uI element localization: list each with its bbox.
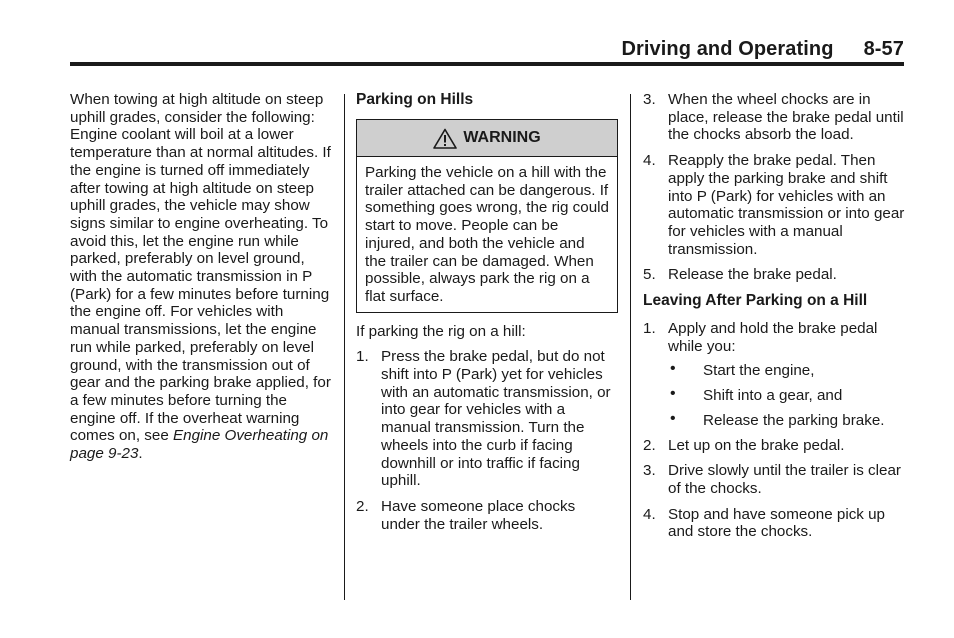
list-item bbox=[643, 462, 905, 497]
section-heading-parking-on-hills: Parking on Hills bbox=[356, 91, 474, 108]
bullet-text: Start the engine, bbox=[703, 362, 815, 380]
column-divider-2 bbox=[630, 94, 631, 600]
cross-reference-link[interactable]: Engine Overheating on page 9-23 bbox=[70, 427, 329, 463]
step-number: 5. bbox=[643, 266, 656, 284]
leaving-bullets-list bbox=[643, 362, 905, 429]
column-3 bbox=[643, 91, 905, 549]
leaving-steps-list bbox=[643, 320, 905, 355]
step-number: 1. bbox=[356, 348, 369, 366]
column-2 bbox=[356, 91, 618, 541]
step-text: Stop and have someone pick up and store the chocks. bbox=[668, 505, 885, 541]
intro-text: If parking the rig on a hill: bbox=[356, 322, 526, 340]
paragraph-text: When towing at high altitude on steep uphill grades, consider the following: Engine coolant will boil at a lower temperature than at normal altitudes. If the engine is turned off immediately after towing at high altitude on steep uphill grades, the vehicle may show signs similar to engine overheating. To avoid this, let the engine run while parked, preferably on level ground, with the automatic transmission in P (Park) for a few minutes before turning the engine off. For vehicles with manual transmissions, let the engine run while parked, preferably on level ground, with the transmission out of gear and the parking brake applied, for a few minutes before turning the engine off. If the overheat warning comes on, see bbox=[70, 91, 331, 445]
step-text: Apply and hold the brake pedal while you: bbox=[668, 320, 878, 355]
step-text: Release the brake pedal. bbox=[668, 266, 837, 284]
paragraph-end: . bbox=[138, 445, 143, 463]
parking-steps-continued bbox=[643, 91, 905, 284]
list-item bbox=[643, 409, 905, 430]
step-number: 3. bbox=[643, 91, 656, 108]
list-item bbox=[643, 362, 905, 380]
list-item bbox=[356, 498, 618, 533]
step-number: 1. bbox=[643, 320, 656, 338]
list-item bbox=[643, 320, 905, 355]
bullet-text: Shift into a gear, and bbox=[703, 387, 843, 405]
step-number: 3. bbox=[643, 462, 656, 480]
warning-label: WARNING bbox=[463, 129, 541, 147]
page-header bbox=[70, 38, 904, 64]
bullet-dot: • bbox=[670, 385, 676, 403]
step-text: Have someone place chocks under the trailer wheels. bbox=[381, 497, 576, 533]
bullet-dot: • bbox=[670, 409, 676, 427]
warning-triangle-icon bbox=[433, 128, 457, 149]
header-title bbox=[621, 38, 904, 61]
bullet-dot: • bbox=[670, 360, 676, 378]
warning-text: Parking the vehicle on a hill with the trailer attached can be dangerous. If something goes wrong, the rig could start to move. People can be injured, and both the vehicle and the trailer can be damaged. When possible, always park the rig on a flat surface. bbox=[365, 164, 609, 305]
bullet-text: Release the parking brake. bbox=[703, 411, 885, 429]
step-number: 2. bbox=[356, 497, 369, 515]
section-title: Driving and Operating bbox=[621, 38, 834, 60]
list-item bbox=[356, 348, 618, 490]
step-number: 4. bbox=[643, 152, 656, 170]
page-number: 8-57 bbox=[863, 38, 904, 60]
step-text: When the wheel chocks are in place, release the brake pedal until the chocks absorb the load. bbox=[668, 91, 904, 144]
list-item bbox=[643, 266, 905, 284]
list-item bbox=[643, 91, 905, 144]
section-heading-leaving-after-parking: Leaving After Parking on a Hill bbox=[643, 292, 868, 310]
column-1 bbox=[70, 91, 332, 471]
towing-altitude-paragraph bbox=[70, 91, 332, 463]
step-number: 2. bbox=[643, 436, 656, 454]
step-number: 4. bbox=[643, 505, 656, 523]
list-item bbox=[643, 387, 905, 405]
list-item bbox=[643, 437, 905, 455]
list-item bbox=[643, 152, 905, 258]
parking-steps-list bbox=[356, 348, 618, 533]
warning-header bbox=[357, 120, 617, 157]
leaving-steps-list-continued bbox=[643, 437, 905, 542]
header-rule bbox=[70, 62, 904, 66]
column-divider-1 bbox=[344, 94, 345, 600]
step-text: Let up on the brake pedal. bbox=[668, 436, 845, 454]
list-item bbox=[643, 506, 905, 541]
step-text: Press the brake pedal, but do not shift into P (Park) yet for vehicles with an automatic transmission, or into gear for vehicles with a manual transmission. Turn the wheels into the curb if facing downhill or into traffic if facing uphill. bbox=[381, 348, 611, 490]
step-text: Reapply the brake pedal. Then apply the parking brake and shift into P (Park) for vehicles with an automatic transmission or into gear for vehicles with a manual transmission. bbox=[668, 152, 905, 258]
warning-box bbox=[356, 119, 618, 313]
step-text: Drive slowly until the trailer is clear of the chocks. bbox=[668, 462, 901, 497]
